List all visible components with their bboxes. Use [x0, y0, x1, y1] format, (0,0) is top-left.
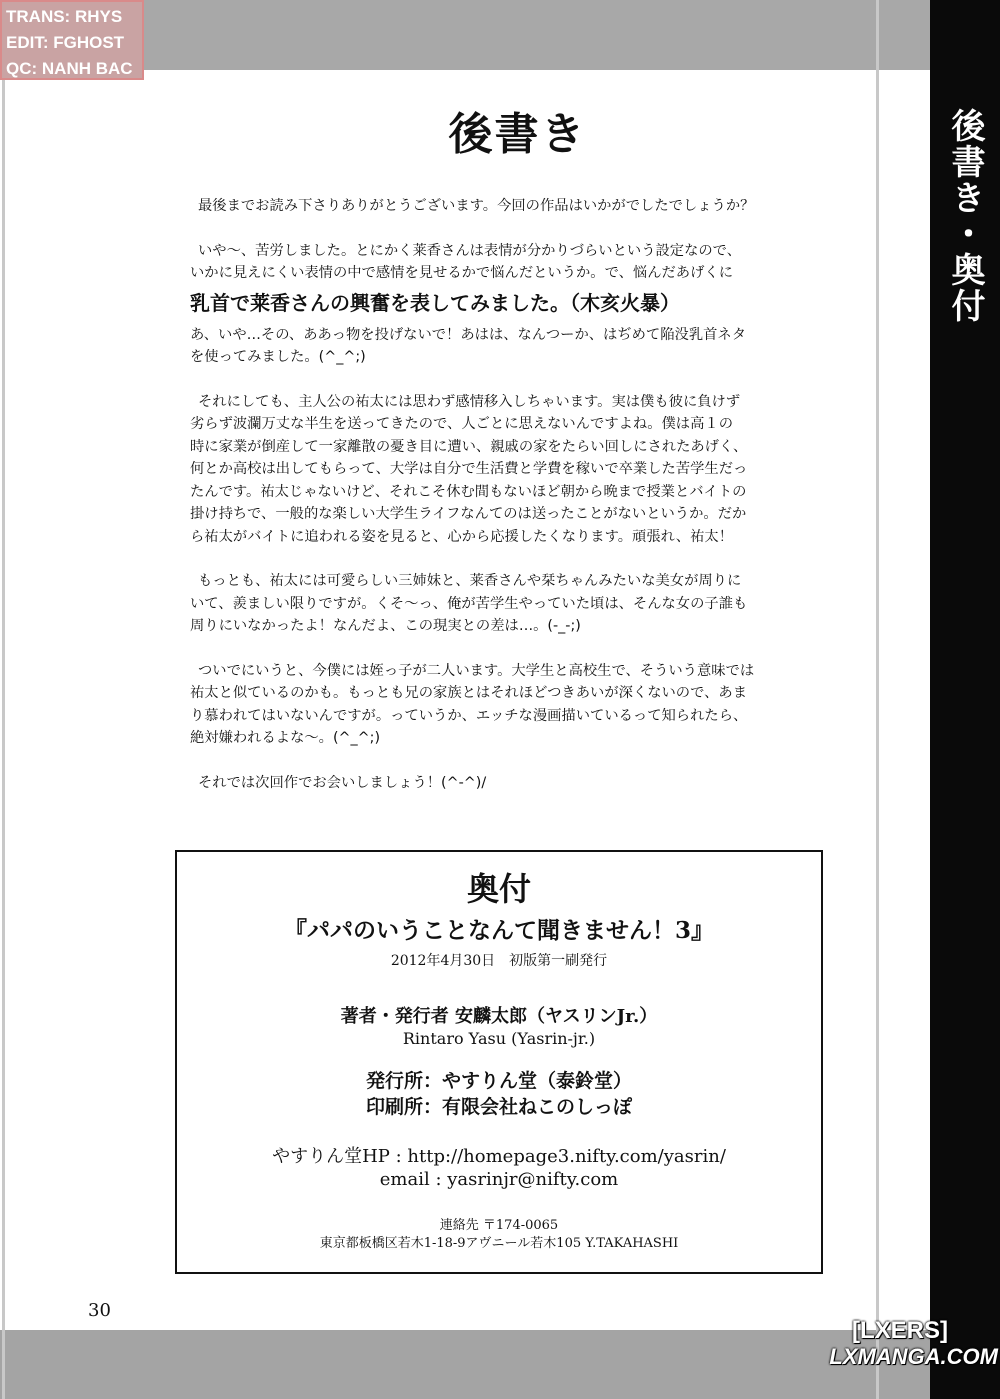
publisher: 発行所：やすりん堂（泰鈴堂） — [365, 1070, 632, 1092]
author: 著者・発行者 安麟太郎（ヤスリンJr.） — [340, 1006, 658, 1027]
page-title: 後書き — [448, 109, 587, 160]
credit-trans: TRANS: RHYS — [6, 7, 123, 26]
email: email : yasrinjr@nifty.com — [379, 1169, 619, 1190]
line: あ、いや…その、ああっ物を投げないで！あはは、なんつーか、はぢめて陥没乳首ネタ — [190, 326, 747, 343]
side-title: 後書き・奥付 — [945, 108, 985, 324]
printer: 印刷所：有限会社ねこのしっぽ — [365, 1096, 632, 1118]
line: ら祐太がバイトに追われる姿を見ると、心から応援したくなります。頑張れ、祐太！ — [190, 528, 733, 545]
line: いや～、苦労しました。とにかく莱香さんは表情が分かりづらいという設定なので、 — [198, 242, 741, 259]
homepage: やすりん堂HP : http://homepage3.nifty.com/yasrin/ — [272, 1146, 726, 1167]
line: 劣らず波瀾万丈な半生を送ってきたので、人ごとに思えないんですよね。僕は高１の — [190, 416, 733, 432]
line: 時に家業が倒産して一家離散の憂き目に遭い、親戚の家をたらい回しにされたあげく、 — [190, 438, 748, 455]
bottom-margin — [0, 1330, 930, 1399]
page-number: 30 — [88, 1300, 111, 1321]
line: 何とか高校は出してもらって、大学は自分で生活費と学費を稼いで卒業した苦学生だっ — [190, 461, 748, 477]
paragraph-7 — [190, 772, 800, 795]
line: 周りにいなかったよ！なんだよ、この現実との差は…。(-_-;) — [190, 618, 581, 634]
publish-date: 2012年4月30日 初版第一刷発行 — [390, 953, 608, 969]
line: 最後までお読み下さりありがとうございます。今回の作品はいかがでしたでしょうか？ — [198, 198, 755, 214]
translation-credits — [0, 0, 144, 80]
author-romaji: Rintaro Yasu (Yasrin-jr.) — [402, 1029, 596, 1048]
contact: 連絡先 〒174-0065 — [439, 1218, 559, 1233]
book-title: 『パパのいうことなんて聞きません！3』 — [283, 917, 714, 944]
paragraph-1 — [190, 195, 800, 218]
line: 掛け持ちで、一般的な楽しい大学生ライフなんてのは送ったことがないというか。だか — [190, 506, 747, 522]
line: たんです。祐太じゃないけど、それこそ休む間もないほど朝から晩まで授業とバイトの — [190, 483, 747, 500]
line: もっとも、祐太には可愛らしい三姉妹と、莱香さんや栞ちゃんみたいな美女が周りに — [198, 573, 742, 589]
watermark-line-1: [LXERS] — [852, 1317, 948, 1344]
address: 東京都板橋区若木1-18-9アヴニール若木105 Y.TAKAHASHI — [319, 1236, 679, 1251]
paragraph-3 — [190, 324, 800, 369]
line: り慕われてはいないんですが。っていうか、エッチな漫画描いているって知られたら、 — [190, 707, 748, 724]
colophon-title: 奥付 — [466, 870, 531, 908]
line: それにしても、主人公の祐太には思わず感情移入しちゃいます。実は僕も彼に負けず — [198, 393, 741, 410]
emphasis-line: 乳首で莱香さんの興奮を表してみました。（木亥火暴） — [190, 290, 680, 315]
paragraph-6 — [190, 660, 800, 750]
credit-qc: QC: NANH BAC — [6, 59, 133, 78]
line: 絶対嫌われるよな～。(^_^;) — [190, 730, 381, 746]
side-tab — [930, 0, 1000, 1399]
paragraph-4 — [190, 391, 800, 549]
line: いて、羨ましい限りですが。くそ～っ、俺が苦学生やっていた頃は、そんな女の子誰も — [190, 595, 748, 612]
afterword-body — [190, 195, 800, 816]
watermark-line-2: LXMANGA.COM — [829, 1344, 998, 1369]
line: いかに見えにくい表情の中で感情を見せるかで悩んだというか。で、悩んだあげくに — [190, 265, 733, 281]
paragraph-2 — [190, 240, 800, 320]
paragraph-5 — [190, 570, 800, 638]
line: それでは次回作でお会いしましょう！(^-^)/ — [198, 774, 487, 791]
colophon-box — [175, 850, 823, 1274]
right-border-line — [876, 0, 879, 1399]
line: ついでにいうと、今僕には姪っ子が二人います。大学生と高校生で、そういう意味では — [198, 662, 755, 679]
credit-edit: EDIT: FGHOST — [6, 33, 125, 52]
watermark — [826, 1318, 998, 1370]
left-border-line — [2, 0, 5, 1399]
line: を使ってみました。(^_^;) — [190, 349, 366, 365]
line: 祐太と似ているのかも。もっとも兄の家族とはそれほどつきあいが深くないので、あま — [190, 685, 748, 701]
